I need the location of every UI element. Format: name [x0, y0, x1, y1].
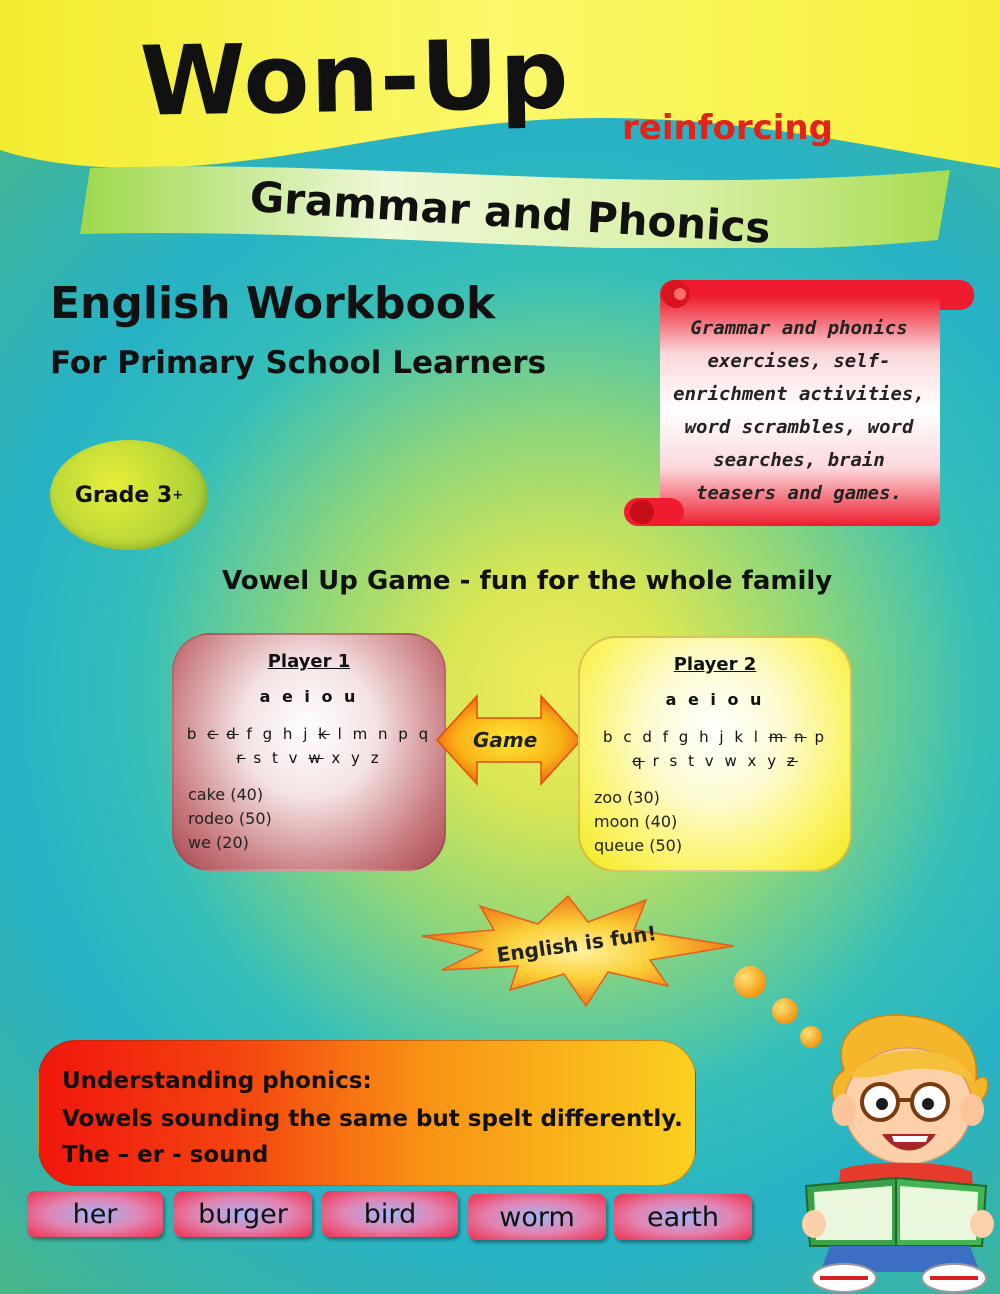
workbook-title: English Workbook [50, 278, 496, 329]
scroll-description [664, 312, 934, 510]
reading-boy-illustration [800, 1010, 996, 1294]
available-letter: x [747, 752, 760, 770]
consonant-row [580, 728, 850, 746]
word-score: queue (50) [594, 836, 683, 855]
word-tile: her [27, 1191, 163, 1237]
phonics-line: Understanding phonics: [62, 1068, 372, 1094]
available-letter: w [724, 752, 740, 770]
word-score: we (20) [188, 833, 249, 852]
available-letter: h [282, 725, 296, 743]
available-letter: q [418, 725, 432, 743]
available-letter: j [303, 725, 311, 743]
available-letter: n [377, 725, 391, 743]
available-letter: g [262, 725, 276, 743]
subtitle: Grammar and Phonics [248, 172, 772, 253]
scroll-line: searches, brain [713, 449, 885, 471]
vowel-row: a e i o u [665, 690, 765, 709]
used-letter: d [226, 725, 239, 743]
available-letter: f [662, 728, 671, 746]
used-letter: n [794, 728, 807, 746]
used-letter: w [308, 749, 324, 767]
word-tile: burger [174, 1191, 312, 1237]
player-1-card [172, 633, 446, 871]
consonant-row [580, 752, 850, 770]
grade-badge [50, 440, 208, 550]
used-letter: z [786, 752, 798, 770]
available-letter: g [678, 728, 692, 746]
consonant-row [174, 749, 444, 767]
word-tile: earth [614, 1194, 752, 1240]
scroll-line: Grammar and phonics [690, 317, 908, 339]
word-score: rodeo (50) [188, 809, 272, 828]
grade-plus: + [172, 487, 184, 503]
available-letter: j [719, 728, 727, 746]
scroll-line: word scrambles, word [684, 416, 914, 438]
vowel-row: a e i o u [259, 687, 359, 706]
used-letter: c [207, 725, 219, 743]
player-name: Player 2 [673, 654, 757, 675]
available-letter: t [688, 752, 698, 770]
available-letter: x [331, 749, 344, 767]
available-letter: f [246, 725, 255, 743]
available-letter: r [652, 752, 662, 770]
scroll-line: exercises, self- [707, 350, 891, 372]
available-letter: y [351, 749, 363, 767]
available-letter: s [669, 752, 681, 770]
word-tile: worm [468, 1194, 606, 1240]
available-letter: v [704, 752, 717, 770]
available-letter: z [370, 749, 382, 767]
available-letter: l [753, 728, 761, 746]
used-letter: q [632, 752, 645, 770]
used-letter: k [318, 725, 330, 743]
available-letter: k [734, 728, 746, 746]
available-letter: b [603, 728, 616, 746]
burst-text: English is fun! [495, 920, 658, 968]
used-letter: r [236, 749, 246, 767]
available-letter: c [623, 728, 635, 746]
used-letter: m [768, 728, 787, 746]
available-letter: p [814, 728, 827, 746]
scroll-line: enrichment activities, [673, 383, 925, 405]
word-tile: bird [322, 1191, 458, 1237]
available-letter: h [699, 728, 712, 746]
phonics-line: The – er - sound [62, 1142, 269, 1168]
word-score: moon (40) [594, 812, 678, 831]
word-list [594, 786, 682, 858]
available-letter: m [352, 725, 371, 743]
workbook-audience: For Primary School Learners [50, 345, 547, 381]
available-letter: d [642, 728, 655, 746]
grade-label: Grade 3 [74, 482, 173, 508]
word-list [188, 783, 272, 855]
brand-title: Won-Up [139, 18, 571, 138]
phonics-line: Vowels sounding the same but spelt differently. [62, 1106, 683, 1132]
available-letter: b [186, 725, 200, 743]
word-score: zoo (30) [594, 788, 660, 807]
thought-bubble-icon [734, 966, 766, 998]
thought-bubble-icon [772, 998, 798, 1024]
scroll-line: teasers and games. [696, 482, 902, 504]
player-name: Player 1 [267, 651, 351, 672]
available-letter: l [337, 725, 345, 743]
player-2-card [578, 636, 852, 872]
available-letter: t [271, 749, 281, 767]
word-score: cake (40) [188, 785, 264, 804]
tagline: reinforcing [622, 108, 833, 148]
available-letter: v [288, 749, 301, 767]
arrow-label: Game [473, 728, 538, 752]
available-letter: p [398, 725, 411, 743]
available-letter: y [767, 752, 780, 770]
consonant-row [174, 725, 444, 743]
game-heading: Vowel Up Game - fun for the whole family [222, 566, 833, 596]
available-letter: s [253, 749, 265, 767]
